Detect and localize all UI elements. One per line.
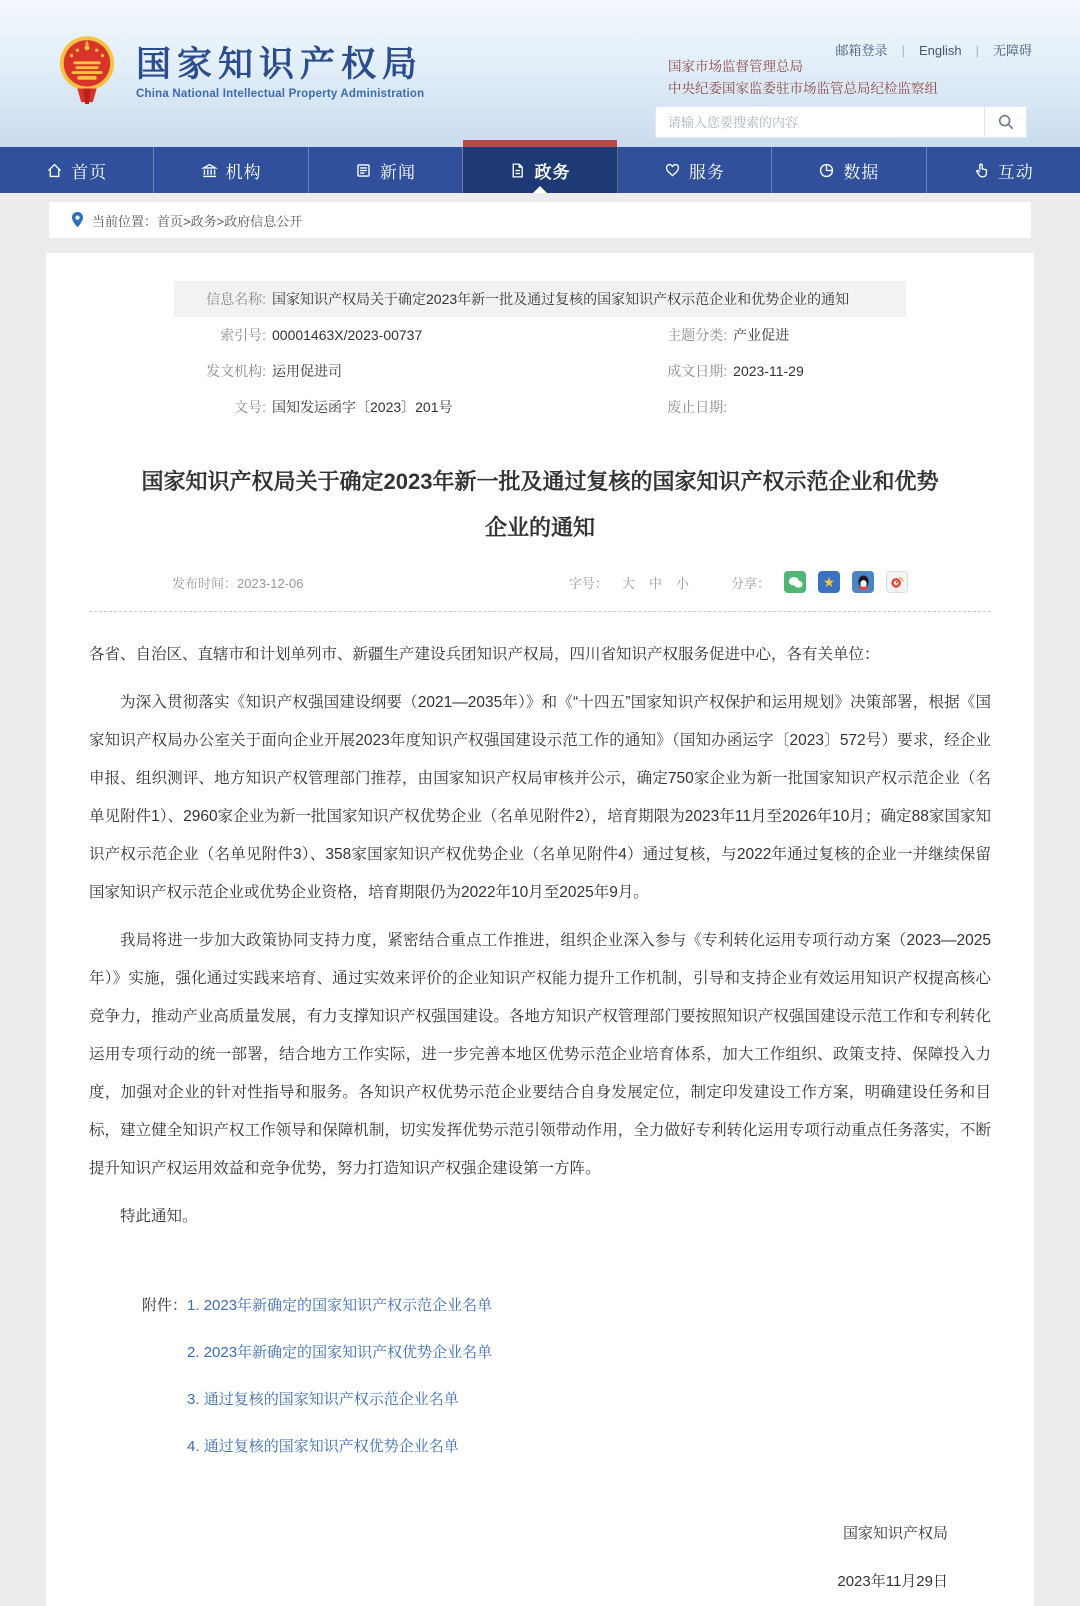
- meta-row-doc-no: [174, 389, 906, 425]
- doc-no-value: 国知发运函字〔2023〕201号: [272, 399, 453, 415]
- divider: |: [901, 43, 905, 58]
- site-header: [0, 0, 1080, 147]
- publish-label: 发布时间：: [172, 575, 238, 591]
- tab-label: 首页: [71, 162, 108, 182]
- pie-chart-icon: [818, 162, 835, 179]
- tab-interaction[interactable]: [927, 147, 1080, 193]
- meta-row-issuer: [174, 353, 906, 389]
- publish-date: 2023-12-06: [237, 575, 304, 591]
- date-label: 成文日期:: [667, 363, 728, 379]
- date-value: 2023-11-29: [733, 363, 804, 379]
- attachments-section: [142, 1282, 1034, 1470]
- article-body: [89, 636, 991, 1236]
- main-nav: [0, 147, 1080, 193]
- signature-agency: 国家知识产权局: [842, 1525, 948, 1542]
- signature-block: [46, 1510, 948, 1606]
- doc-no-label: 文号:: [234, 399, 266, 415]
- tab-label: 互动: [997, 162, 1034, 182]
- mail-login-link[interactable]: 邮箱登录: [835, 43, 888, 58]
- paragraph-1: 为深入贯彻落实《知识产权强国建设纲要（2021—2035年）》和《“十四五”国家知识产权保护和运用规划》决策部署，根据《国家知识产权局办公室关于面向企业开展2023年度知识产权强国建设示范工作的通知》（国知办函运字〔2023〕572号）要求，经企业申报、组织测评、地方知识产权管理部门推荐，由国家知识产权局审核并公示，确定750家企业为新一批国家知识产权示范企业（名单见附件1）、2960家企业为新一批国家知识产权优势企业（名单见附件2），培育期限为2023年11月至2026年10月；确定88家国家知识产权示范企业（名单见附件3）、358家国家知识产权优势企业（名单见附件4）通过复核，与2022年通过复核的企业一并继续保留国家知识产权示范企业或优势企业资格，培育期限仍为2022年10月至2025年9月。: [89, 694, 991, 901]
- font-size-label: 字号：: [568, 575, 608, 591]
- tab-organization[interactable]: [154, 147, 308, 193]
- divider: |: [975, 43, 979, 58]
- tab-news[interactable]: [309, 147, 463, 193]
- closing-line: 特此通知。: [120, 1208, 198, 1225]
- agency-name-cn: 国家知识产权局: [136, 44, 424, 84]
- tab-label: 服务: [688, 162, 725, 182]
- issuer-label: 发文机构:: [206, 363, 266, 379]
- heart-service-icon: [664, 162, 681, 179]
- search-button[interactable]: [984, 107, 1026, 137]
- attachment-link-1[interactable]: 1. 2023年新确定的国家知识产权示范企业名单: [187, 1297, 493, 1314]
- tab-data[interactable]: [772, 147, 926, 193]
- font-size-small-button[interactable]: 小: [675, 575, 689, 591]
- page-title: 国家知识产权局关于确定2023年新一批及通过复核的国家知识产权示范企业和优势企业的通知: [141, 469, 939, 540]
- tab-label: 新闻: [380, 162, 417, 182]
- weibo-share-icon[interactable]: [886, 571, 908, 593]
- bank-icon: [201, 162, 218, 179]
- attachment-link-4[interactable]: 4. 通过复核的国家知识产权优势企业名单: [187, 1438, 459, 1455]
- accessibility-link[interactable]: 无障碍: [992, 43, 1032, 58]
- paragraph-2: 我局将进一步加大政策协同支持力度，紧密结合重点工作推进，组织企业深入参与《专利转化运用专项行动方案（2023—2025年）》实施，强化通过实践来培育、通过实效来评价的企业知识产权能力提升工作机制，引导和支持企业有效运用知识产权提高核心竞争力，推动产业高质量发展，有力支撑知识产权强国建设。各地方知识产权管理部门要按照知识产权强国建设示范工作和专利转化运用专项行动的统一部署，结合地方工作实际，进一步完善本地区优势示范企业培育体系，加大工作组织、政策支持、保障投入力度，加强对企业的针对性指导和服务。各知识产权优势示范企业要结合自身发展定位，制定印发建设工作方案，明确建设任务和目标，建立健全知识产权工作领导和保障机制，切实发挥优势示范引领带动作用，全力做好专利转化运用专项行动重点任务落实，不断提升知识产权运用效益和竞争优势，努力打造知识产权强企建设第一方阵。: [89, 932, 991, 1177]
- samr-link[interactable]: 国家市场监督管理总局: [668, 59, 803, 74]
- tab-label: 机构: [225, 162, 262, 182]
- issuer-value: 运用促进司: [272, 363, 342, 379]
- tab-government-affairs[interactable]: [463, 147, 617, 193]
- index-value: 00001463X/2023-00737: [272, 327, 423, 343]
- qq-share-icon[interactable]: [852, 571, 874, 593]
- font-size-large-button[interactable]: 大: [621, 575, 635, 591]
- font-size-medium-button[interactable]: 中: [648, 575, 662, 591]
- signature-date: 2023年11月29日: [837, 1573, 948, 1590]
- tab-label: 数据: [843, 162, 880, 182]
- wechat-share-icon[interactable]: [784, 571, 806, 593]
- info-name-label: 信息名称:: [206, 291, 266, 307]
- share-label: 分享：: [730, 575, 770, 591]
- divider: [89, 611, 991, 612]
- info-name-value: 国家知识产权局关于确定2023年新一批及通过复核的国家知识产权示范企业和优势企业的通知: [272, 291, 850, 307]
- publish-time: [172, 573, 569, 592]
- agency-name-en: China National Intellectual Property Administration: [136, 88, 425, 101]
- tab-label: 政务: [534, 162, 571, 182]
- search-bar: [655, 106, 1027, 138]
- index-label: 索引号:: [220, 327, 266, 343]
- topic-value: 产业促进: [733, 327, 790, 343]
- location-pin-icon: [71, 212, 84, 228]
- repeal-label: 废止日期:: [667, 399, 728, 415]
- salutation: 各省、自治区、直辖市和计划单列市、新疆生产建设兵团知识产权局，四川省知识产权服务促进中心，各有关单位：: [89, 646, 880, 663]
- attachment-link-3[interactable]: 3. 通过复核的国家知识产权示范企业名单: [187, 1391, 459, 1408]
- tab-services[interactable]: [618, 147, 772, 193]
- content-card: [46, 253, 1034, 1606]
- breadcrumb-label: 当前位置：: [92, 213, 158, 229]
- newspaper-icon: [355, 162, 372, 179]
- document-icon: [509, 162, 526, 179]
- breadcrumb: [49, 202, 1031, 238]
- search-icon: [997, 113, 1015, 131]
- related-gov-links: [668, 56, 938, 100]
- meta-row-info-name: [174, 281, 906, 317]
- site-logo[interactable]: [56, 34, 424, 112]
- topic-label: 主题分类:: [667, 327, 728, 343]
- home-icon: [46, 162, 63, 179]
- document-meta-table: [174, 281, 906, 425]
- qzone-share-icon[interactable]: ★: [818, 571, 840, 593]
- publish-row: [172, 571, 908, 593]
- search-input[interactable]: [656, 107, 984, 137]
- discipline-inspection-link[interactable]: 中央纪委国家监委驻市场监管总局纪检监察组: [668, 81, 938, 96]
- breadcrumb-path[interactable]: 首页>政务>政府信息公开: [157, 213, 303, 229]
- attachments-label: 附件：: [142, 1297, 188, 1314]
- meta-row-index: [174, 317, 906, 353]
- pointer-hand-icon: [973, 162, 990, 179]
- english-link[interactable]: English: [918, 43, 962, 58]
- tab-home[interactable]: [0, 147, 154, 193]
- attachment-link-2[interactable]: 2. 2023年新确定的国家知识产权优势企业名单: [187, 1344, 493, 1361]
- national-emblem-icon: [56, 34, 118, 112]
